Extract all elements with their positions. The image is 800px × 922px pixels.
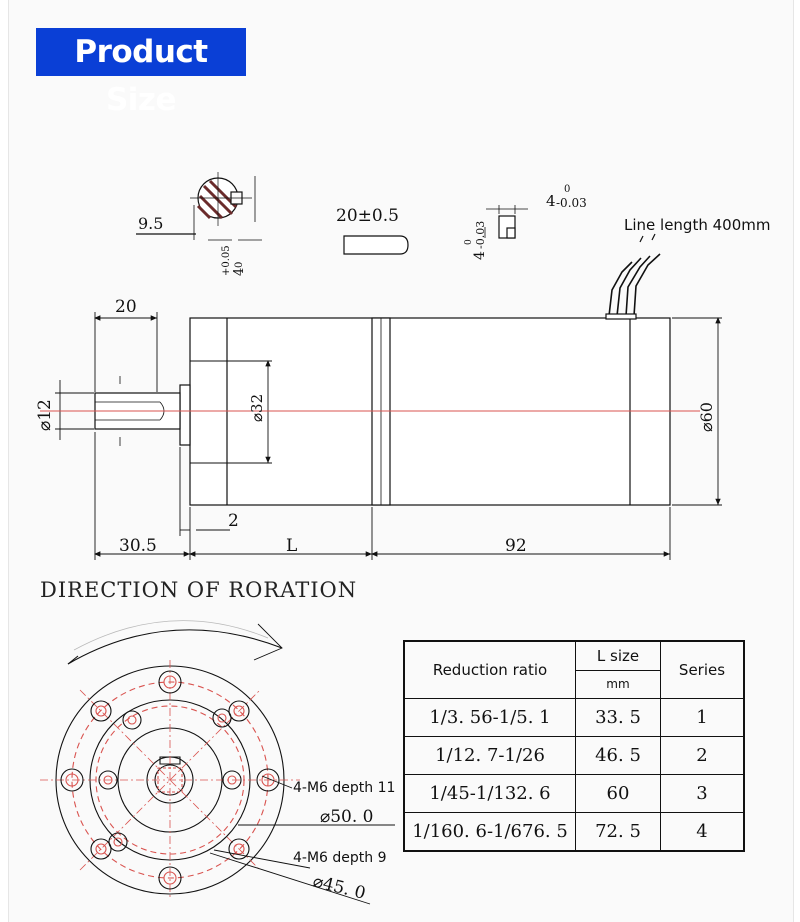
ratio-cell: 1/12. 7-1/26 <box>404 737 576 775</box>
table-row <box>404 775 744 813</box>
key-end-section <box>485 205 528 238</box>
dim-key-side-tol-lower: -0.03 <box>474 220 487 249</box>
series-cell: 3 <box>661 775 745 813</box>
col-unit-header: mm <box>576 670 661 699</box>
dim-pilot-dia: ⌀32 <box>248 393 266 422</box>
dim-flange-thk: 2 <box>228 511 239 531</box>
table-row <box>404 813 744 852</box>
hole-label-2: 4-M6 depth 9 <box>293 850 387 866</box>
dim-key-side-tol-upper: 0 <box>464 239 474 245</box>
dim-key-top-tol-upper: 0 <box>564 184 571 195</box>
col-ratio-header: Reduction ratio <box>404 641 576 699</box>
dim-gear-len: L <box>286 536 298 556</box>
page-title: Product Size <box>36 28 246 76</box>
dim-flange-offset: 30.5 <box>119 536 157 556</box>
line-length-note: Line length 400mm <box>624 216 771 234</box>
ratio-cell: 1/160. 6-1/676. 5 <box>404 813 576 852</box>
col-series-header: Series <box>661 641 745 699</box>
key-side-view <box>344 236 408 254</box>
col-lsize-header: L size <box>576 641 661 670</box>
dim-key-tol-upper: +0.05 <box>221 245 232 276</box>
lsize-cell: 46. 5 <box>576 737 661 775</box>
series-cell: 1 <box>661 699 745 737</box>
flange-end-view <box>40 621 300 900</box>
pcd-label-1: ⌀50. 0 <box>320 807 374 827</box>
dim-key-length: 20±0.5 <box>336 206 399 226</box>
dim-body-dia: ⌀60 <box>697 402 716 432</box>
dim-motor-len: 92 <box>505 536 527 556</box>
lsize-cell: 33. 5 <box>576 699 661 737</box>
ratio-table <box>403 640 745 852</box>
ratio-cell: 1/45-1/132. 6 <box>404 775 576 813</box>
lsize-cell: 60 <box>576 775 661 813</box>
series-cell: 4 <box>661 813 745 852</box>
motor-leads <box>609 234 660 316</box>
dim-key-top: 4 <box>546 192 556 210</box>
hole-label-1: 4-M6 depth 11 <box>293 780 396 796</box>
dim-key-side: 4 <box>472 251 488 260</box>
series-cell: 2 <box>661 737 745 775</box>
dim-key-top-tol-lower: -0.03 <box>556 196 587 210</box>
dim-key-tol-lower: 0 <box>234 261 245 268</box>
dim-key-width: 4 <box>232 267 247 276</box>
rotation-heading: DIRECTION OF RORATION <box>40 578 358 602</box>
dim-shaft-length: 20 <box>115 297 137 317</box>
dim-shaft-dia: ⌀12 <box>35 399 55 431</box>
ratio-cell: 1/3. 56-1/5. 1 <box>404 699 576 737</box>
motor-body <box>95 314 670 505</box>
dim-key-offset: 9.5 <box>138 214 164 233</box>
table-row <box>404 737 744 775</box>
table-row <box>404 699 744 737</box>
lsize-cell: 72. 5 <box>576 813 661 852</box>
pcd-label-2: ⌀45. 0 <box>310 871 368 904</box>
